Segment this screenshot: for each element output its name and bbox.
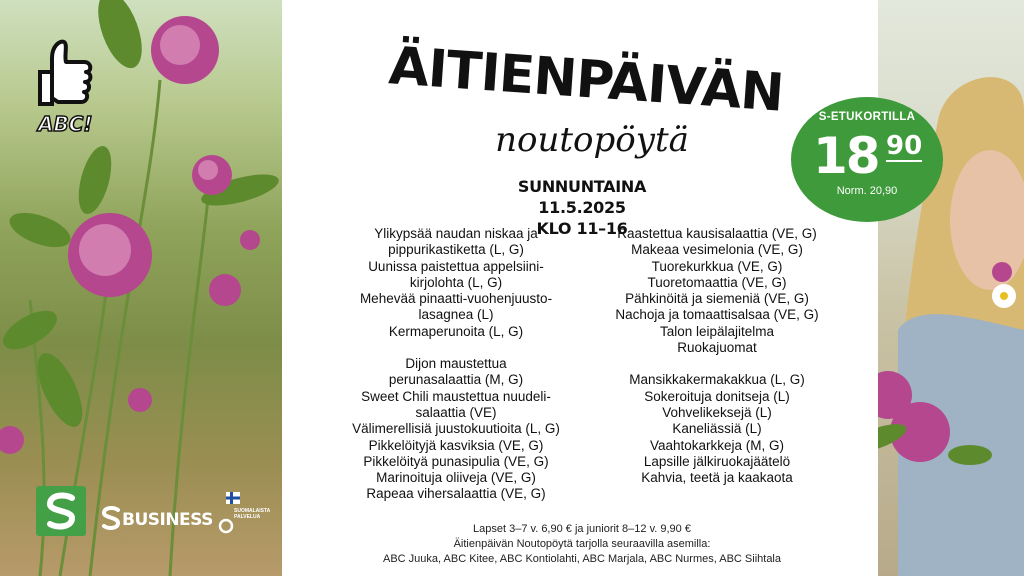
- menu-item: Talon leipälajitelma: [659, 323, 775, 339]
- menu-item: Makeaa vesimelonia (VE, G): [631, 242, 803, 258]
- footer-availability: Äitienpäivän Noutopöytä tarjolla seuraavilla asemilla:: [453, 538, 711, 550]
- price-euros: 18: [813, 127, 879, 185]
- woman-with-flowers-photo: [878, 0, 1024, 576]
- menu-item: Välimerellisiä juustokuutioita (L, G): [352, 421, 560, 437]
- menu-item: Pähkinöitä ja siemeniä (VE, G): [625, 291, 809, 307]
- menu-column-left: [320, 226, 592, 503]
- menu-item: Dijon maustettua: [405, 356, 507, 372]
- menu-item: Raastettua kausisalaattia (VE, G): [617, 226, 817, 241]
- menu-item: Nachoja ja tomaattisalsaa (VE, G): [615, 307, 819, 323]
- menu-item: Mansikkakermakakkua (L, G): [629, 372, 805, 388]
- clover-meadow-photo: [0, 0, 282, 576]
- menu-item: lasagnea (L): [418, 307, 494, 323]
- price-label: S-ETUKORTILLA: [818, 111, 916, 123]
- normal-price: Norm. 20,90: [836, 185, 898, 197]
- menu-item: Pikkelöityjä kasviksia (VE, G): [368, 437, 544, 453]
- menu-item: Ruokajuomat: [677, 340, 757, 356]
- menu-item: Sweet Chili maustettua nuudeli-: [361, 388, 551, 404]
- menu-item: Pikkelöityä punasipulia (VE, G): [363, 453, 549, 469]
- menu-item: Kahvia, teetä ja kaakaota: [641, 470, 793, 486]
- menu-item: salaattia (VE): [415, 404, 497, 420]
- page-subtitle: noutopöytä: [495, 120, 689, 160]
- menu-item: kirjolohta (L, G): [409, 274, 503, 290]
- woman-illustration: [878, 0, 1024, 576]
- s-business-icon: [100, 505, 122, 531]
- menu-item: Kermaperunoita (L, G): [388, 323, 524, 339]
- menu-item: Tuorekurkkua (VE, G): [651, 258, 783, 274]
- menu-item: Rapeaa vihersalaattia (VE, G): [366, 486, 546, 502]
- menu-item: Marinoituja oliiveja (VE, G): [376, 470, 536, 486]
- menu-item: Sokeroituja donitseja (L): [644, 388, 790, 404]
- footer-info: [362, 522, 802, 567]
- menu-item: Tuoretomaattia (VE, G): [647, 274, 787, 290]
- menu-item: Lapsille jälkiruokajäätelö: [643, 453, 791, 469]
- menu-item: Ylikypsää naudan niskaa ja: [374, 226, 538, 241]
- menu-item: Kaneliässiä (L): [672, 421, 762, 437]
- menu-item: Mehevää pinaatti-vuohenjuusto-: [359, 291, 553, 307]
- event-date-day: SUNNUNTAINA 11.5.2025: [517, 177, 647, 217]
- menu-item: pippurikastiketta (L, G): [388, 242, 524, 258]
- menu-item: Vohvelikeksejä (L): [662, 404, 772, 420]
- menu-column-right: [582, 226, 852, 486]
- price-cents: 90: [886, 131, 923, 161]
- page-title: ÄITIENPÄIVÄN: [386, 36, 786, 124]
- menu-item: perunasalaattia (M, G): [388, 372, 524, 388]
- footer-prices: Lapset 3–7 v. 6,90 € ja juniorit 8–12 v. 9,90 €: [473, 523, 691, 535]
- footer-stations: ABC Juuka, ABC Kitee, ABC Kontiolahti, ABC Marjala, ABC Nurmes, ABC Siihtala: [382, 553, 781, 565]
- menu-panel: [282, 0, 878, 576]
- menu-item: Uunissa paistettua appelsiini-: [368, 258, 544, 274]
- finnish-service-text: SUOMALAISTA PALVELUA: [234, 508, 271, 520]
- s-group-logo-icon: [36, 486, 86, 536]
- menu-item: Vaahtokarkkeja (M, G): [649, 437, 785, 453]
- event-date-time: KLO 11–16: [536, 219, 628, 238]
- price-badge: [791, 97, 943, 222]
- abc-logo-text: ABC!: [38, 112, 93, 136]
- business-logo-text: BUSINESS: [122, 510, 213, 530]
